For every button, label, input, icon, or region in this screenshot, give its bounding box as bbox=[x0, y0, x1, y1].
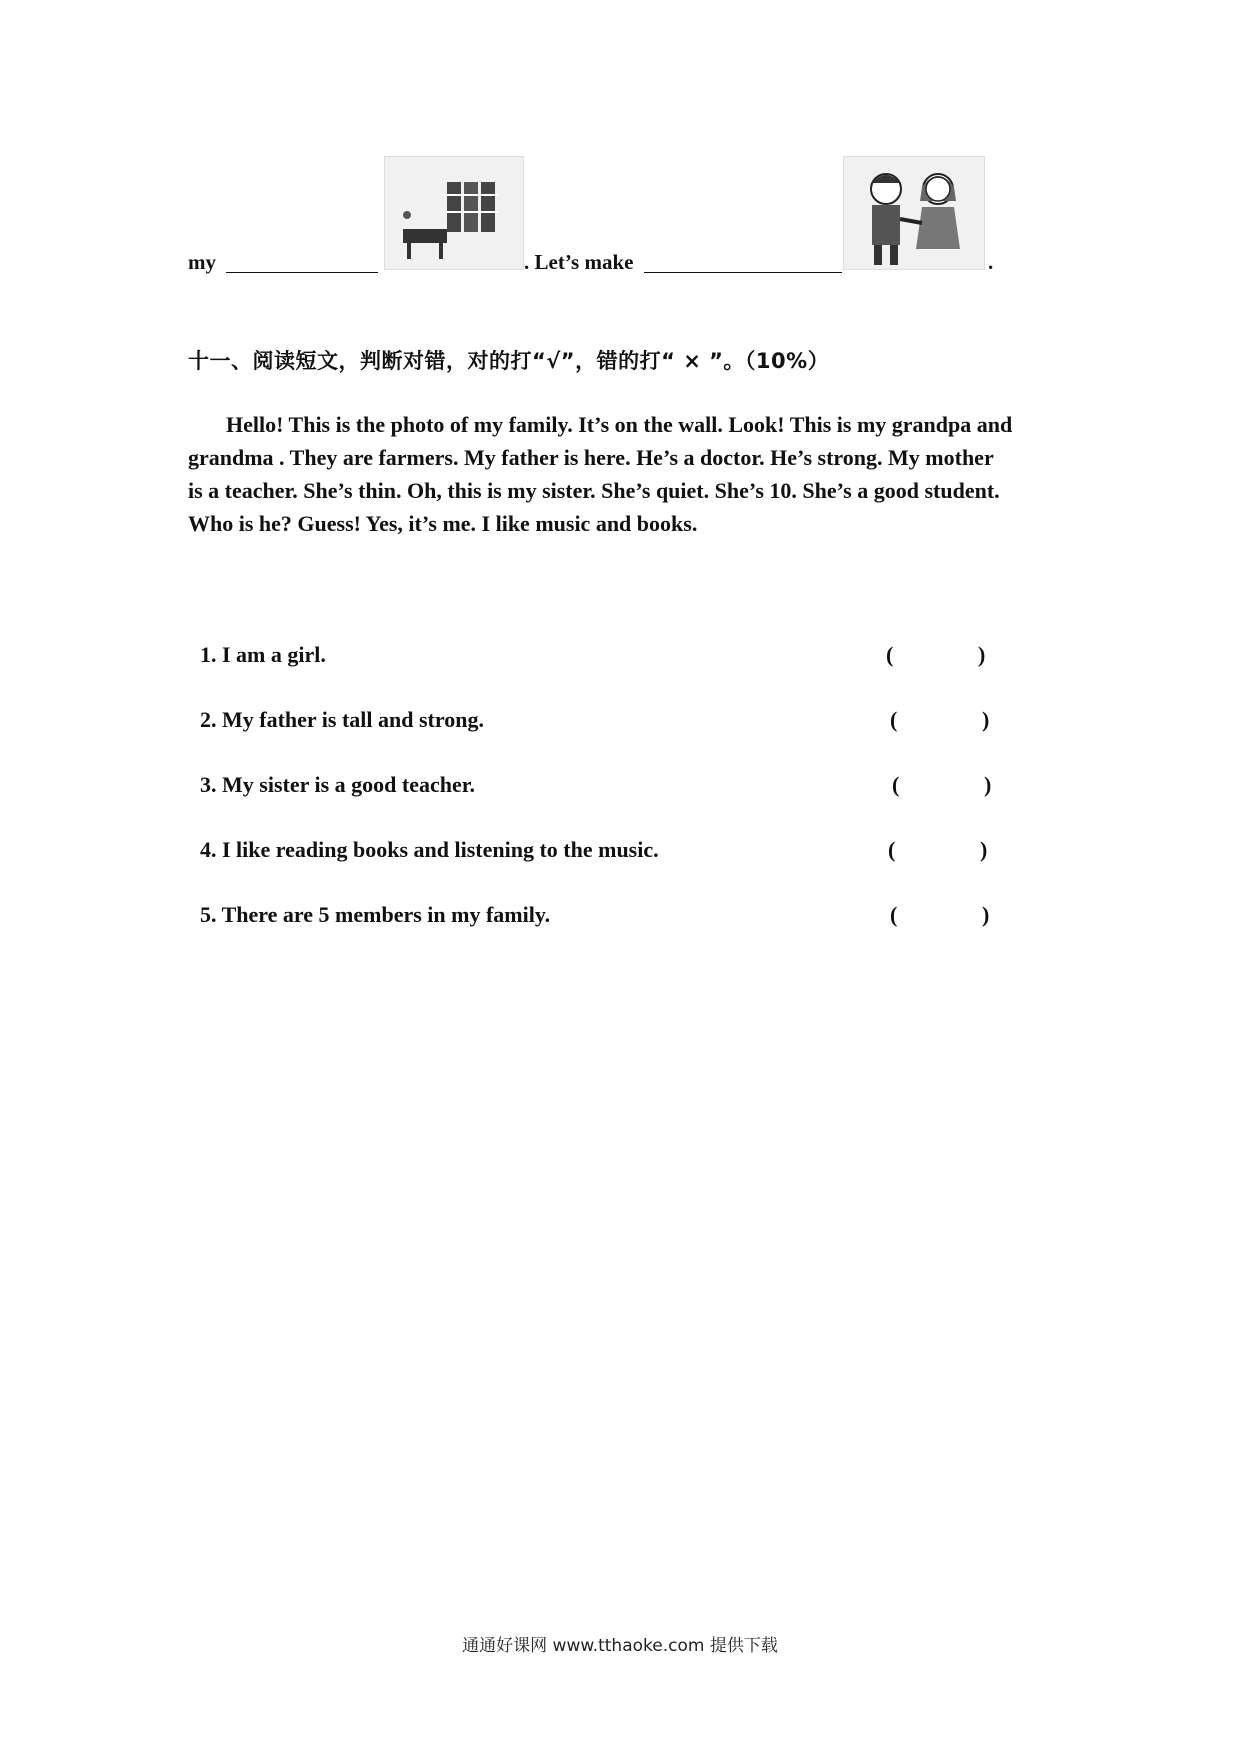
passage-line-3: is a teacher. She’s thin. Oh, this is my sister. She’s quiet. She’s 10. She’s a good student. bbox=[188, 478, 1000, 503]
friends-image bbox=[843, 156, 985, 270]
middle-text: . Let’s make bbox=[524, 250, 634, 274]
question-item bbox=[200, 902, 1020, 967]
answer-paren-close: ) bbox=[978, 642, 986, 667]
passage-line-4: Who is he? Guess! Yes, it’s me. I like music and books. bbox=[188, 511, 698, 536]
page-footer: 通通好课网 www.tthaoke.com 提供下载 bbox=[462, 1636, 778, 1656]
question-item bbox=[200, 642, 1020, 707]
answer-paren-close: ) bbox=[980, 837, 988, 862]
lead-word: my bbox=[188, 250, 216, 274]
answer-paren-open[interactable]: ( bbox=[888, 837, 896, 862]
answer-paren-open[interactable]: ( bbox=[890, 707, 898, 732]
fill-in-line bbox=[188, 150, 1008, 280]
question-text: 3. My sister is a good teacher. bbox=[200, 772, 475, 797]
answer-paren-close: ) bbox=[982, 707, 990, 732]
passage-line-1: Hello! This is the photo of my family. It’s on the wall. Look! This is my grandpa and bbox=[226, 412, 1013, 437]
answer-blank-2[interactable] bbox=[644, 272, 842, 273]
question-text: 5. There are 5 members in my family. bbox=[200, 902, 551, 927]
answer-paren-close: ) bbox=[982, 902, 990, 927]
question-text: 1. I am a girl. bbox=[200, 642, 326, 667]
section-heading: 十一、阅读短文，判断对错，对的打“√”，错的打“ × ”。（10%） bbox=[188, 349, 830, 373]
answer-paren-open[interactable]: ( bbox=[886, 642, 894, 667]
answer-paren-close: ) bbox=[984, 772, 992, 797]
passage-line-2: grandma . They are farmers. My father is here. He’s a doctor. He’s strong. My mother bbox=[188, 445, 994, 470]
study-room-image bbox=[384, 156, 524, 270]
end-punct: . bbox=[988, 250, 994, 274]
question-item bbox=[200, 837, 1020, 902]
question-text: 2. My father is tall and strong. bbox=[200, 707, 484, 732]
question-list bbox=[200, 642, 1020, 967]
question-item bbox=[200, 772, 1020, 837]
answer-paren-open[interactable]: ( bbox=[890, 902, 898, 927]
answer-blank-1[interactable] bbox=[226, 272, 378, 273]
question-item bbox=[200, 707, 1020, 772]
answer-paren-open[interactable]: ( bbox=[892, 772, 900, 797]
reading-passage bbox=[188, 408, 1092, 540]
question-text: 4. I like reading books and listening to the music. bbox=[200, 837, 659, 862]
